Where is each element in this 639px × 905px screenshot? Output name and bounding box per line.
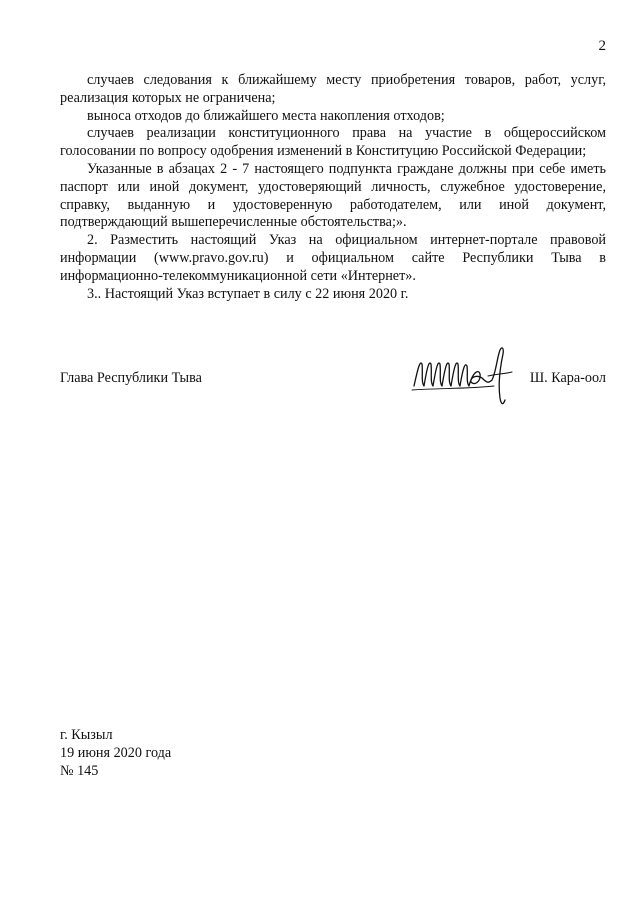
signature-block <box>60 366 606 406</box>
document-body <box>60 72 606 303</box>
paragraph: 2. Разместить настоящий Указ на официальном интернет-портале правовой информации (www.pravo.gov.ru) и официальном сайте Республики Тыва в информационно-телекоммуникационной сети «Интернет». <box>60 232 606 284</box>
signatory-title: Глава Республики Тыва <box>60 370 202 386</box>
issue-city: г. Кызыл <box>60 727 113 743</box>
document-footer <box>60 727 171 780</box>
paragraph: выноса отходов до ближайшего места накопления отходов; <box>87 107 445 124</box>
paragraph: 3.. Настоящий Указ вступает в силу с 22 июня 2020 г. <box>87 285 409 302</box>
handwritten-signature <box>408 338 520 408</box>
paragraph: Указанные в абзацах 2 - 7 настоящего подпункта граждане должны при себе иметь паспорт или иной документ, удостоверяющий личность, служебное удостоверение, справку, выданную и удостоверенную работодателем, или иной документ, подтверждающий вышеперечисленные обстоятельства;». <box>60 160 606 231</box>
paragraph: случаев следования к ближайшему месту приобретения товаров, работ, услуг, реализация которых не ограничена; <box>60 72 606 106</box>
paragraph: случаев реализации конституционного права на участие в общероссийском голосовании по вопросу одобрения изменений в Конституцию Российской Федерации; <box>60 125 606 160</box>
issue-date: 19 июня 2020 года <box>60 744 172 761</box>
decree-number: № 145 <box>60 762 99 779</box>
page-number: 2 <box>598 38 606 54</box>
signatory-name: Ш. Кара-оол <box>529 370 606 386</box>
